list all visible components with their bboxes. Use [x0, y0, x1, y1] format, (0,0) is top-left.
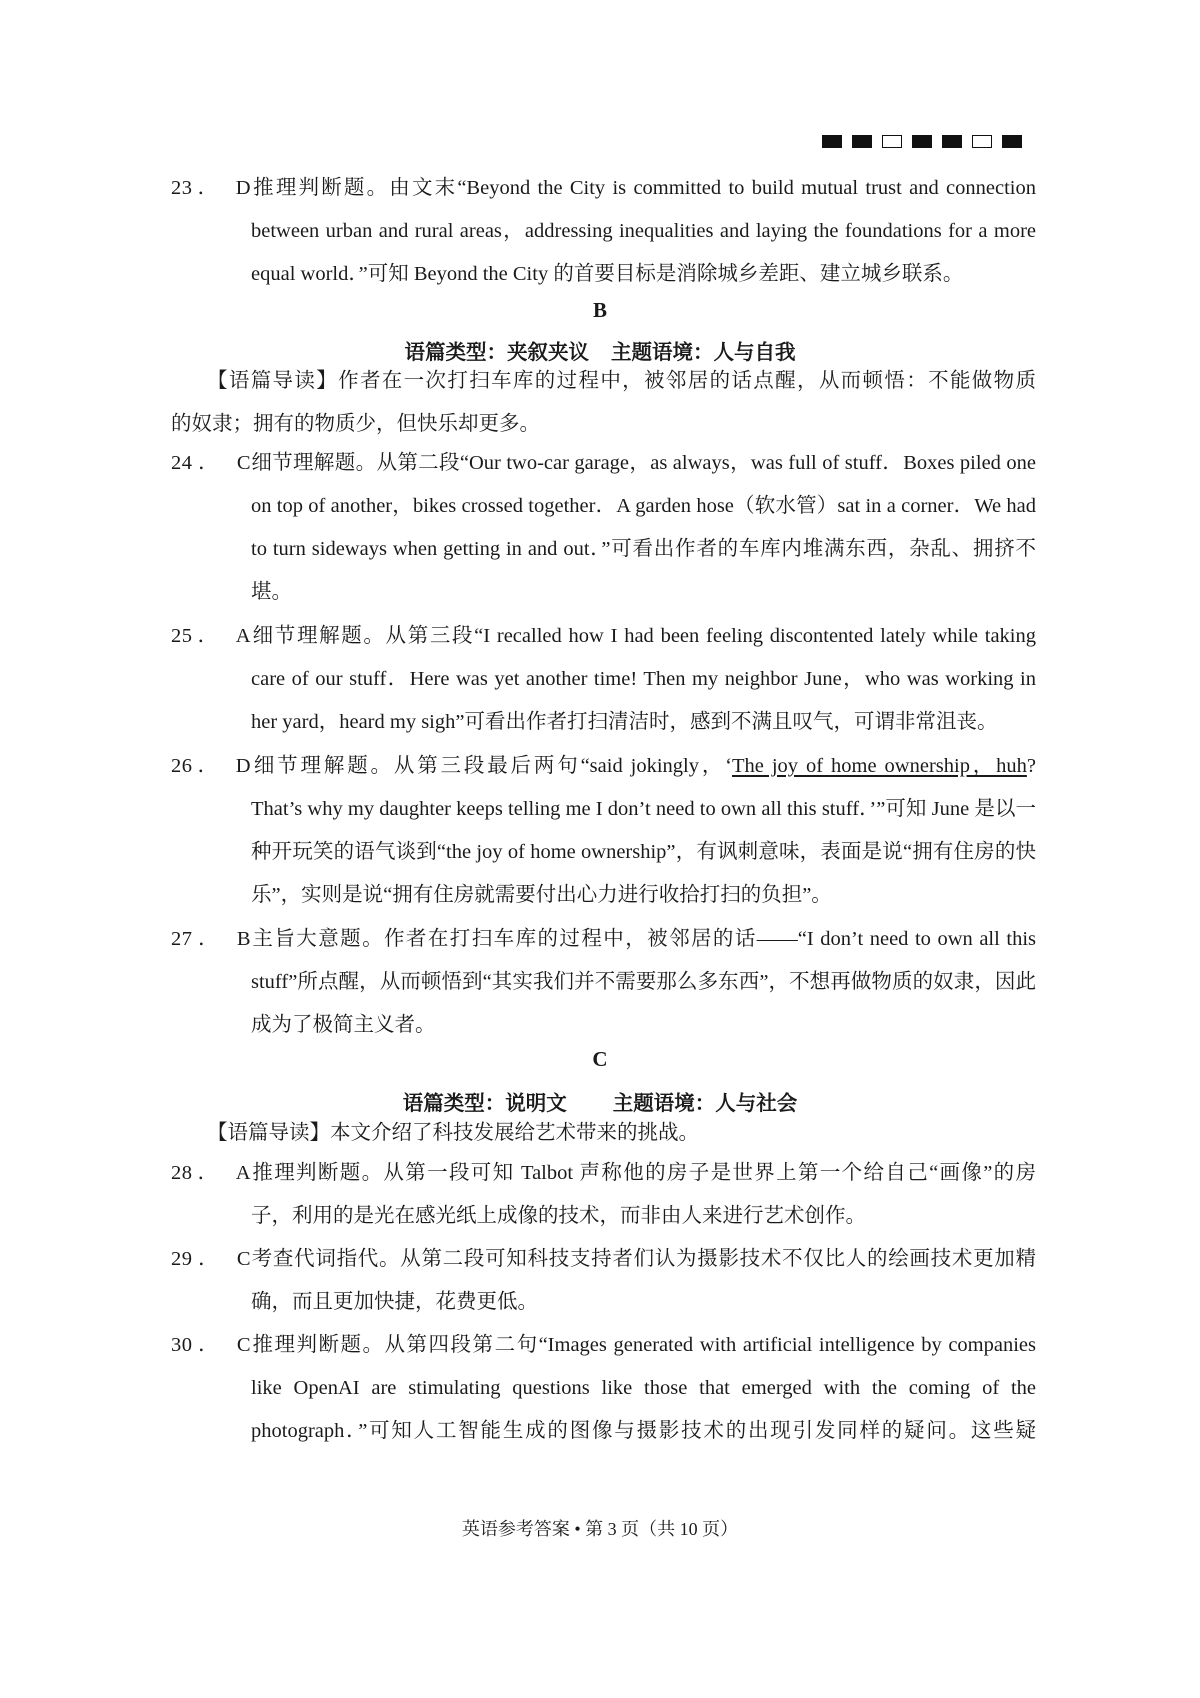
answer-24	[171, 442, 1036, 614]
answer-text: 推理判断题。从第一段可知 Talbot 声称他的房子是世界上第一个给自己“画像”的房	[251, 1162, 1036, 1184]
answer-head	[171, 745, 251, 788]
answer-letter: C	[236, 1334, 251, 1356]
answer-28	[171, 1152, 1036, 1238]
answer-head	[171, 1238, 251, 1281]
answer-25	[171, 615, 1036, 744]
answer-number: 29．	[171, 1248, 225, 1270]
answer-text: 细节理解题。从第三段“I recalled how I had been feeling discontented lately while taking	[251, 625, 1036, 647]
answer-text-continued: like OpenAI are stimulating questions like those that emerged with the coming of the photograph．”可知人工智能生成的图像与摄影技术的出现引发同样的疑问。这些疑	[251, 1377, 1036, 1442]
genre-label: 语篇类型：夹叙夹议	[404, 340, 589, 364]
answer-head	[171, 1324, 251, 1367]
answer-letter: C	[236, 452, 251, 474]
intro-line: 【语篇导读】作者在一次打扫车库的过程中，被邻居的话点醒，从而顿悟：不能做物质	[207, 370, 1036, 392]
answer-head	[171, 615, 251, 658]
answer-30	[171, 1324, 1036, 1453]
answer-29	[171, 1238, 1036, 1324]
answer-text: 细节理解题。从第三段最后两句“said jokingly，‘	[251, 755, 733, 777]
answer-letter: B	[236, 928, 251, 950]
mark-filled	[1002, 135, 1022, 148]
answer-text: ?	[1026, 755, 1036, 777]
answer-text: 细节理解题。从第二段“Our two-car garage，as always，was full of stuff．Boxes piled one	[251, 452, 1036, 474]
answer-head	[171, 918, 251, 961]
mark-filled	[942, 135, 962, 148]
answer-23	[171, 167, 1036, 296]
answer-letter: C	[236, 1248, 251, 1270]
genre-label: 语篇类型：说明文	[402, 1091, 567, 1115]
answer-number: 28．	[171, 1162, 224, 1184]
answer-number: 30．	[171, 1334, 225, 1356]
section-b-intro	[171, 360, 1036, 446]
answer-letter: D	[235, 177, 251, 199]
answer-text: 推理判断题。由文末“Beyond the City is committed to build mutual trust and connection	[251, 177, 1036, 199]
mark-hollow	[882, 135, 902, 148]
intro-line: 的奴隶；拥有的物质少，但快乐却更多。	[171, 413, 540, 435]
section-b-title: B	[592, 298, 607, 322]
answer-text: 考查代词指代。从第二段可知科技支持者们认为摄影技术不仅比人的绘画技术更加精	[251, 1248, 1036, 1270]
answer-letter: A	[235, 625, 251, 647]
answer-head	[171, 167, 251, 210]
underlined-quote: The joy of home ownership，huh	[732, 755, 1027, 777]
answer-text-continued: stuff”所点醒，从而顿悟到“其实我们并不需要那么多东西”，不想再做物质的奴隶，因此成为了极简主义者。	[251, 971, 1036, 1036]
mark-filled	[912, 135, 932, 148]
answer-number: 23．	[171, 177, 224, 199]
answer-head	[171, 1152, 251, 1195]
theme-label: 主题语境：人与社会	[612, 1091, 798, 1115]
answer-text: 推理判断题。从第四段第二句“Images generated with artificial intelligence by companies	[251, 1334, 1036, 1356]
answer-text-continued: 确，而且更加快捷，花费更低。	[251, 1291, 538, 1313]
answer-text-continued: on top of another，bikes crossed together．A garden hose（软水管）sat in a corner．We had to turn sideways when getting in and out．”可看出作者的车库内堆满东西，杂乱、拥挤不堪。	[251, 495, 1036, 603]
answer-text: 主旨大意题。作者在打扫车库的过程中，被邻居的话——“I don’t need to own all this	[251, 928, 1036, 950]
answer-27	[171, 918, 1036, 1047]
answer-number: 26．	[171, 755, 224, 777]
section-c-title: C	[592, 1047, 608, 1071]
answer-26	[171, 745, 1036, 917]
answer-number: 24．	[171, 452, 225, 474]
answer-number: 25．	[171, 625, 224, 647]
mark-filled	[852, 135, 872, 148]
answer-text-continued: 子，利用的是光在感光纸上成像的技术，而非由人来进行艺术创作。	[251, 1205, 866, 1227]
answer-letter: A	[235, 1162, 251, 1184]
theme-label: 主题语境：人与自我	[611, 340, 796, 364]
section-c-intro	[171, 1112, 1036, 1155]
mark-filled	[822, 135, 842, 148]
answer-letter: D	[235, 755, 251, 777]
intro-line: 【语篇导读】本文介绍了科技发展给艺术带来的挑战。	[207, 1122, 699, 1144]
page-marks	[822, 135, 1022, 148]
answer-text-continued: care of our stuff．Here was yet another time! Then my neighbor June，who was working in her yard，heard my sigh”可看出作者打扫清洁时，感到不满且叹气，可谓非常沮丧。	[251, 668, 1036, 733]
answer-text-continued: That’s why my daughter keeps telling me I don’t need to own all this stuff．’”可知 June 是以一种开玩笑的语气谈到“the joy of home ownership”，有讽刺意味，表面是说“拥有住房的快乐”，实则是说“拥有住房就需要付出心力进行收拾打扫的负担”。	[251, 798, 1036, 906]
answer-text-continued: between urban and rural areas，addressing inequalities and laying the foundations for a more equal world．”可知 Beyond the City 的首要目标是消除城乡差距、建立城乡联系。	[251, 220, 1036, 285]
answer-head	[171, 442, 251, 485]
mark-hollow	[972, 135, 992, 148]
page-footer: 英语参考答案 • 第 3 页（共 10 页）	[461, 1519, 739, 1539]
answer-number: 27．	[171, 928, 225, 950]
